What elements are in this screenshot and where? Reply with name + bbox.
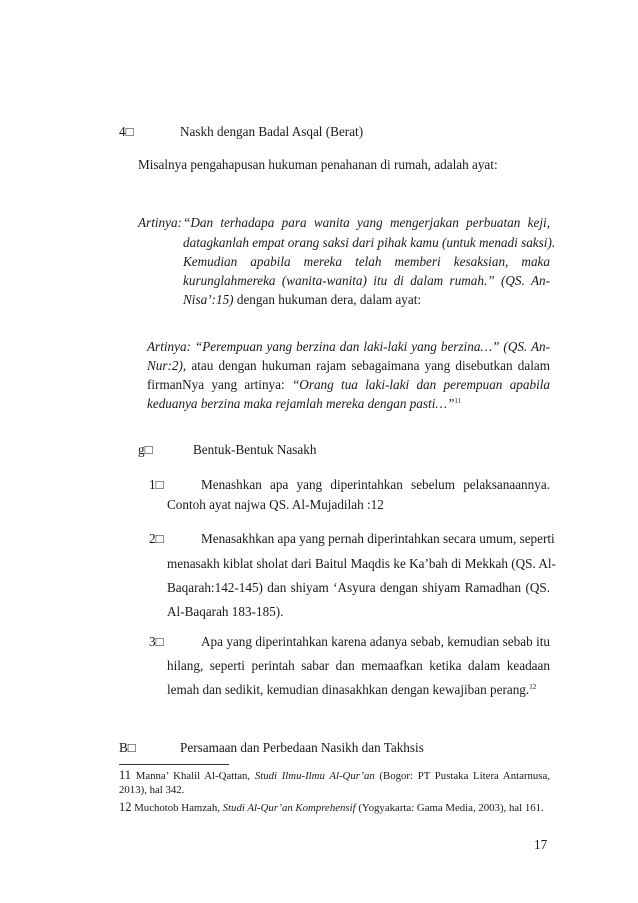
quote-line [147,377,550,393]
list-item-line: menasakh kiblat sholat dari Baitul Maqdis ke Ka’bah di Mekkah (QS. Al- [167,556,556,571]
list-item-text: lemah dan sedikit, kemudian dinasakhkan dengan kewajiban perang. [167,682,530,697]
intro-paragraph: Misalnya pengahapusan hukuman penahanan di rumah, adalah ayat: [138,157,498,172]
quote-citation: Nur:2), [147,358,187,373]
list-item-line: Contoh ayat najwa QS. Al-Mujadilah :12 [167,497,384,512]
quote-line [147,358,550,374]
quote-line: datagkanlah empat orang saksi dari pihak kamu (untuk menadi saksi). [183,235,556,250]
footnote-text: (Bogor: PT Pustaka Litera Antarnusa, [374,770,550,782]
footnote-number: 11 [119,768,132,782]
quote-line: Artinya: “Perempuan yang berzina dan laki-laki yang berzina…” (QS. An- [147,339,550,354]
page-number: 17 [534,837,548,852]
list-item-line: Menashkan apa yang diperintahkan sebelum pelaksanaannya. [201,477,550,492]
footnote-text: (Yogyakarta: Gama Media, 2003), hal 161. [355,802,544,814]
section-heading: Naskh dengan Badal Asqal (Berat) [180,124,364,139]
list-item-line: Al-Baqarah 183-185). [167,604,284,619]
section-number: 4□ [119,124,134,139]
subsection-heading: Bentuk-Bentuk Nasakh [193,442,317,457]
section-heading: Persamaan dan Perbedaan Nasikh dan Takhsis [180,740,424,755]
list-item-line [167,682,536,698]
quote-line [183,292,421,308]
footnote-ref[interactable]: 11 [454,397,462,405]
list-item-line: Baqarah:142-145) dan shiyam ‘Asyura dengan shiyam Ramadhan (QS. [167,580,550,595]
quote-text: atau dengan hukuman rajam sebagaimana yang disebutkan dalam [186,358,550,373]
section-label: B□ [119,740,136,755]
quote-text-italic: “Orang tua laki-laki dan perempuan apabila [291,377,550,392]
list-item-line: Menasakhkan apa yang pernah diperintahkan secara umum, seperti [201,531,555,546]
footnote-divider [119,764,229,765]
footnote-title: Studi Ilmu-Ilmu Al-Qur’an [254,770,375,782]
list-item-number: 2□ [149,531,164,546]
quote-text: dengan hukuman dera, dalam ayat: [233,292,422,307]
list-item-number: 1□ [149,477,164,492]
list-item-line: hilang, seperti perintah sabar dan memaafkan ketika dalam keadaan [167,658,550,673]
subsection-label: g□ [138,442,153,457]
footnote-title: Studi Al-Qur’an Komprehensif [222,802,356,814]
footnote-12 [119,800,544,815]
quote-text: firmanNya yang artinya: [147,377,292,392]
footnote-11-cont: 2013), hal 342. [119,784,185,796]
footnote-ref[interactable]: 12 [529,683,537,691]
quote-label: Artinya: [138,215,182,230]
list-item-number: 3□ [149,634,164,649]
quote-text: keduanya berzina maka rejamlah mereka dengan pasti…” [147,396,455,411]
list-item-line: Apa yang diperintahkan karena adanya sebab, kemudian sebab itu [201,634,550,649]
footnote-text: Muchotob Hamzah, [131,802,223,814]
quote-line: kurunglahmereka (wanita-wanita) itu di dalam rumah.” (QS. An- [183,273,550,288]
quote-line [147,396,461,412]
quote-line: Kemudian apabila mereka telah memberi kesaksian, maka [183,254,550,269]
footnote-number: 12 [119,800,132,814]
quote-line: “Dan terhadapa para wanita yang mengerjakan perbuatan keji, [183,215,550,230]
footnote-11 [119,768,550,783]
footnote-text: Manna’ Khalil Al-Qattan, [131,770,255,782]
quote-citation: Nisa’:15) [183,292,234,307]
